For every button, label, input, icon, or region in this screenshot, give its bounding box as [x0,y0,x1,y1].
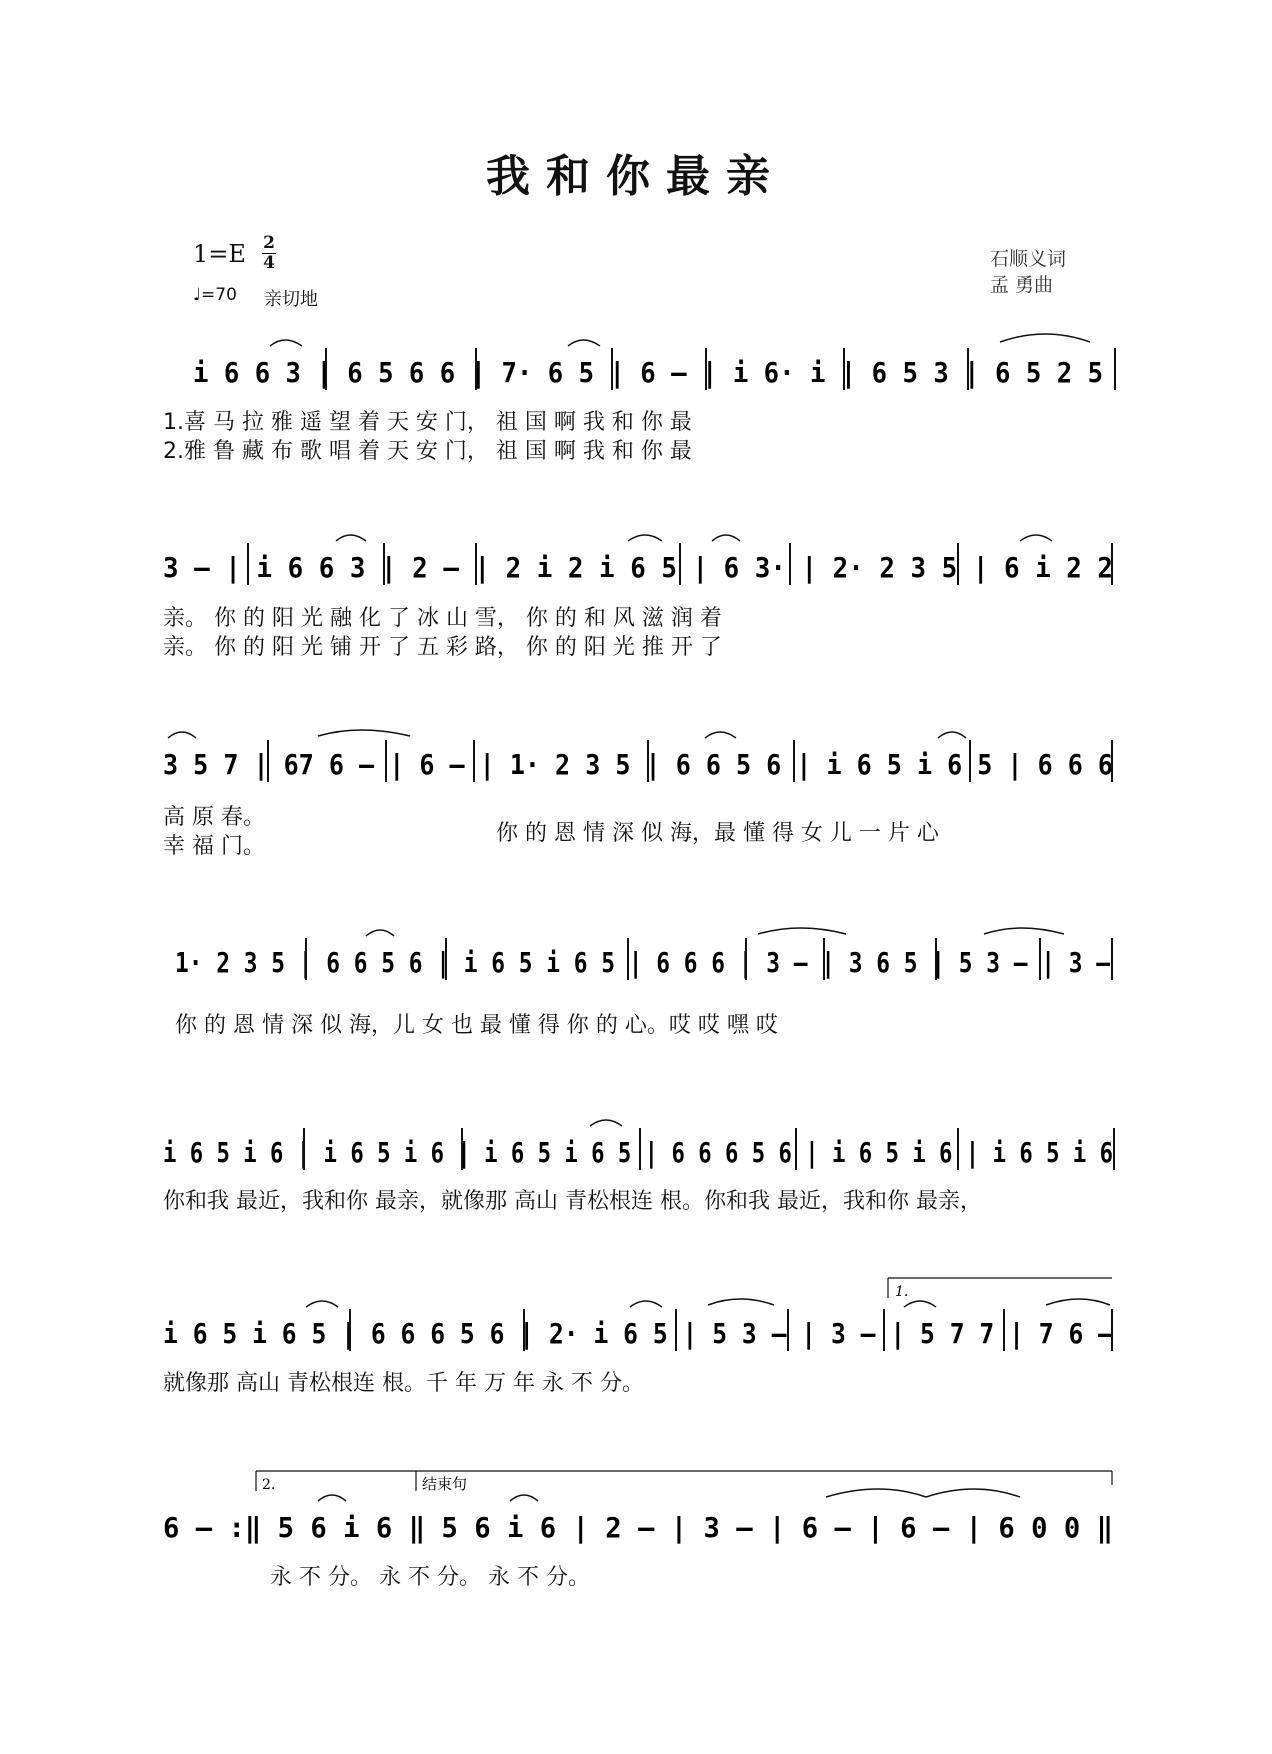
volta-2-label: 2. [262,1477,276,1493]
score-line-1 [0,330,1272,410]
line-2-lyrics-verse-1: 亲。 你 的 阳 光 融 化 了 冰 山 雪， 你 的 和 风 滋 润 着 [163,606,722,631]
score-line-4-notes: 1· 2 3 5 | 6 6 5 6 | i 6 5 i 6 5 | 6 6 6 | 3 – | 3 6 5 | 5 3 – | 3 – [175,946,1111,979]
score-line-7-notes: 6 – :‖ 5 6 i 6 ‖ 5 6 i 6 | 2 – | 3 – | 6 – | 6 – | 6 0 0 ‖ [163,1511,1113,1544]
song-title: 我和你最亲 [486,151,786,202]
score-line-6 [0,1270,1272,1370]
key-signature: 1=E [193,240,246,268]
composer-credit: 孟 勇曲 [990,274,1054,296]
line-3-lyrics-verse-1: 高 原 春。 [163,805,265,830]
line-7-lyrics: 永 不 分。 永 不 分。 永 不 分。 [270,1565,590,1590]
score-line-1-notes: i 6 6 3 | 6 5 6 6 | 7· 6 5 | 6 – | i 6· i | 6 5 3 | 6 5 2 5 [193,356,1103,389]
score-line-2 [0,525,1272,605]
line-4-lyrics: 你 的 恩 情 深 似 海，儿 女 也 最 懂 得 你 的 心。哎 哎 嘿 哎 [175,1013,778,1038]
score-line-3-notes: 3 5 7 | 67 6 – | 6 – | 1· 2 3 5 | 6 6 5 6 | i 6 5 i 6 5 | 6 6 6 [163,748,1113,781]
score-line-7 [0,1463,1272,1563]
lyricist-credit: 石顺义词 [990,248,1067,270]
score-line-6-notes: i 6 5 i 6 5 | 6 6 6 5 6 | 2· i 6 5 | 5 3 – | 3 – | 5 7 7 | 7 6 – [163,1317,1114,1350]
line-1-lyrics-verse-1: 1.喜 马 拉 雅 遥 望 着 天 安 门， 祖 国 啊 我 和 你 最 [163,410,692,435]
line-6-lyrics: 就像那 高山 青松根连 根。千 年 万 年 永 不 分。 [163,1371,644,1396]
line-1-lyrics-verse-2: 2.雅 鲁 藏 布 歌 唱 着 天 安 门， 祖 国 啊 我 和 你 最 [163,439,692,464]
time-signature [262,234,276,273]
line-3-lyrics-verse-2: 幸 福 门。 [163,834,265,859]
expression-marking: 亲切地 [264,289,318,310]
score-line-2-notes: 3 – | i 6 6 3 | 2 – | 2 i 2 i 6 5 | 6 3· | 2· 2 3 5 | 6 i 2 2 [163,551,1113,584]
score-line-5-notes: i 6 5 i 6 | i 6 5 i 6 | i 6 5 i 6 5 | 6 6 6 5 6 | i 6 5 i 6 | i 6 5 i 6 [163,1136,1113,1169]
volta-1-label: 1. [895,1284,909,1300]
line-5-lyrics: 你和我 最近，我和你 最亲，就像那 高山 青松根连 根。你和我 最近，我和你 最亲， [163,1189,982,1214]
tempo-marking: ♩=70 [193,285,237,305]
score-line-5 [0,1110,1272,1190]
ending-phrase-label: 结束句 [422,1475,468,1493]
score-line-4 [0,920,1272,1000]
line-3-refrain-lyrics: 你 的 恩 情 深 似 海，最 懂 得 女 儿 一 片 心 [496,821,939,846]
time-signature-bottom: 4 [263,253,275,273]
score-line-3 [0,722,1272,802]
time-signature-top: 2 [263,233,275,253]
line-2-lyrics-verse-2: 亲。 你 的 阳 光 铺 开 了 五 彩 路， 你 的 阳 光 推 开 了 [163,635,722,660]
